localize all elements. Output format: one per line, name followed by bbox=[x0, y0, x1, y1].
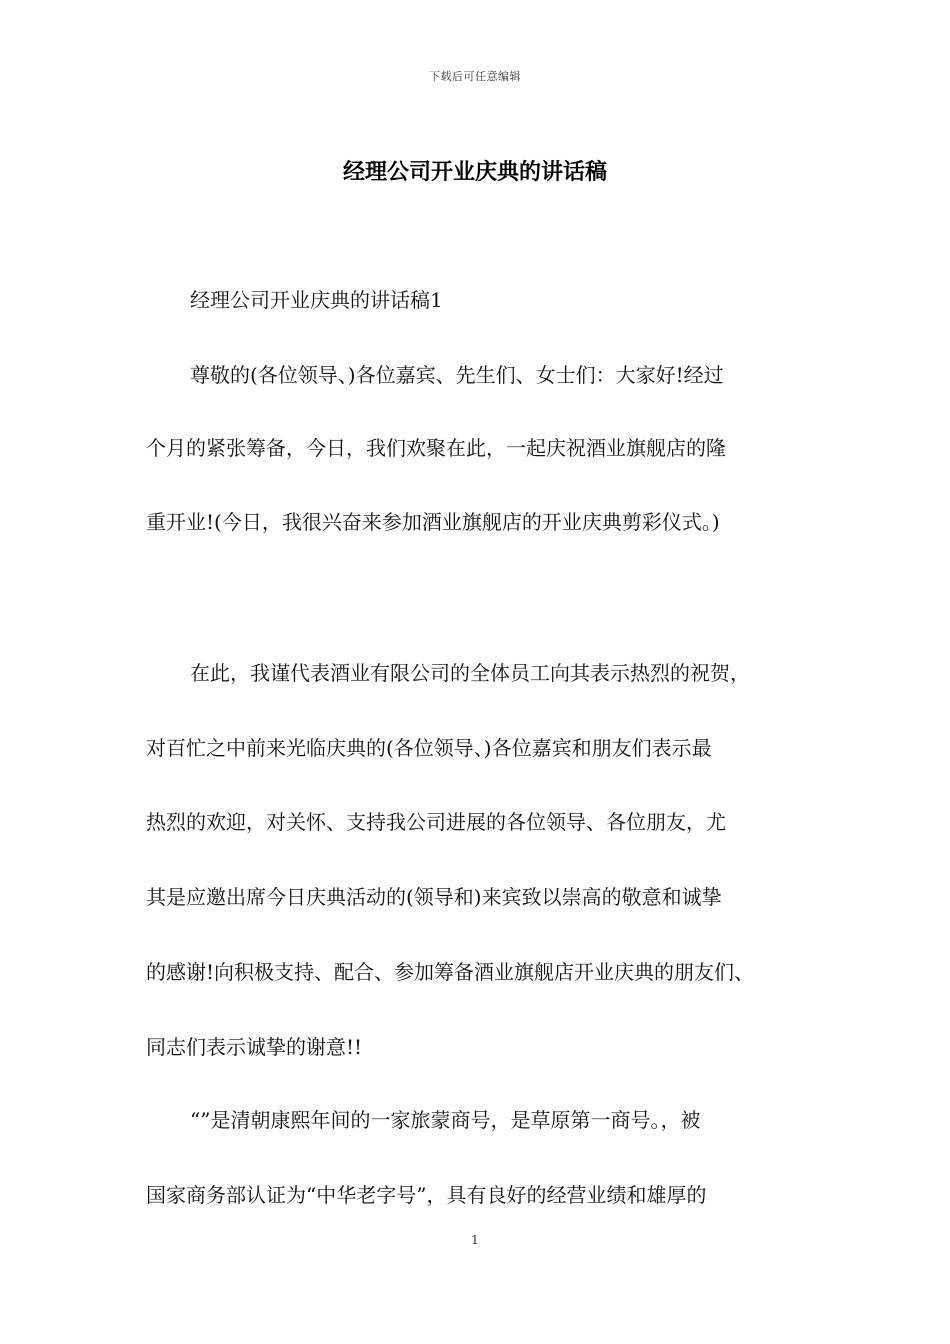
body-line: 的感谢!向积极支持、配合、参加筹备酒业旗舰店开业庆典的朋友们、 bbox=[146, 960, 755, 984]
document-title: 经理公司开业庆典的讲话稿 bbox=[342, 159, 607, 185]
body-line: 重开业!(今日，我很兴奋来参加酒业旗舰店的开业庆典剪彩仪式。) bbox=[146, 510, 720, 534]
body-line: 同志们表示诚挚的谢意!! bbox=[146, 1035, 363, 1059]
body-line: 个月的紧张筹备，今日，我们欢聚在此，一起庆祝酒业旗舰店的隆 bbox=[146, 436, 726, 460]
body-line: 国家商务部认证为“中华老字号”，具有良好的经营业绩和雄厚的 bbox=[146, 1183, 707, 1207]
body-line: 其是应邀出席今日庆典活动的(领导和)来宾致以崇高的敬意和诚挚 bbox=[146, 885, 722, 909]
body-line: 在此，我谨代表酒业有限公司的全体员工向其表示热烈的祝贺， bbox=[190, 661, 750, 685]
body-line: 热烈的欢迎，对关怀、支持我公司进展的各位领导、各位朋友，尤 bbox=[146, 810, 726, 834]
body-line: “”是清朝康熙年间的一家旅蒙商号，是草原第一商号。，被 bbox=[190, 1108, 701, 1132]
header-note: 下载后可任意编辑 bbox=[429, 70, 521, 83]
body-line: 经理公司开业庆典的讲话稿1 bbox=[190, 288, 443, 312]
page-number: 1 bbox=[471, 1233, 479, 1247]
body-line: 尊敬的(各位领导、)各位嘉宾、先生们、女士们：大家好!经过 bbox=[190, 363, 724, 387]
body-line: 对百忙之中前来光临庆典的(各位领导、)各位嘉宾和朋友们表示最 bbox=[146, 736, 712, 760]
